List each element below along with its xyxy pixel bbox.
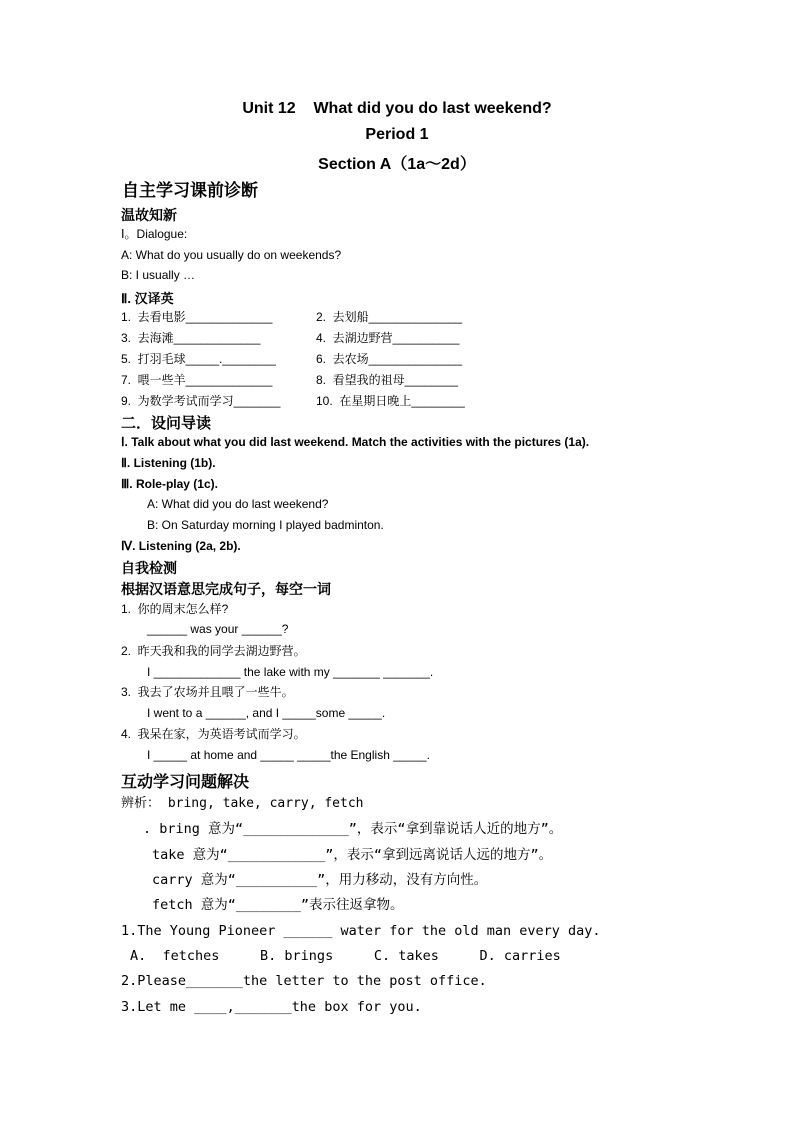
translate-item: 4. 去湖边野营__________ xyxy=(316,331,460,345)
question-en: I _____ at home and _____ _____the English _____. xyxy=(147,748,430,762)
self-check-heading: 自我检测 xyxy=(121,560,177,576)
translate-item: 1. 去看电影_____________ xyxy=(121,310,273,324)
exercise-question-1: 1.The Young Pioneer ______ water for the old man every day. xyxy=(121,923,601,939)
translate-item: 8. 看望我的祖母________ xyxy=(316,373,459,387)
analysis-title: 辨析： bring, take, carry, fetch xyxy=(121,796,364,811)
self-study-heading: 自主学习课前诊断 xyxy=(122,181,258,200)
roleplay-line-a: A: What did you do last weekend? xyxy=(147,497,329,511)
dialogue-line-a: A: What do you usually do on weekends? xyxy=(121,248,342,262)
translate-item: 7. 喂一些羊_____________ xyxy=(121,373,273,387)
self-check-instruction: 根据汉语意思完成句子，每空一词 xyxy=(121,581,331,597)
guided-item: Ⅰ. Talk about what you did last weekend. Match the activities with the pictures (1a). xyxy=(121,435,590,449)
period-title: Period 1 xyxy=(365,126,429,143)
dialogue-label: Ⅰ。Dialogue: xyxy=(121,227,188,241)
question-en: I _____________ the lake with my _______ _______. xyxy=(147,665,434,679)
roleplay-line-b: B: On Saturday morning I played badminton. xyxy=(147,518,384,532)
question-cn: 3. 我去了农场并且喂了一些牛。 xyxy=(121,685,294,699)
definition-carry: carry 意为“__________”，用力移动，没有方向性。 xyxy=(152,872,488,888)
exercise-question-1-options: A. fetches B. brings C. takes D. carries xyxy=(130,948,561,964)
definition-bring: . bring 意为“_____________”，表示“拿到靠说话人近的地方”。 xyxy=(143,821,563,837)
translate-item: 6. 去农场______________ xyxy=(316,352,463,366)
question-cn: 1. 你的周末怎么样? xyxy=(121,602,229,616)
guided-item: Ⅱ. Listening (1b). xyxy=(121,456,216,470)
section-title: Section A（1a～2d） xyxy=(318,156,476,173)
translate-item: 5. 打羽毛球_____.________ xyxy=(121,352,276,366)
question-cn: 4. 我呆在家，为英语考试而学习。 xyxy=(121,727,306,741)
question-cn: 2. 昨天我和我的同学去湖边野营。 xyxy=(121,644,306,658)
definition-take: take 意为“____________”，表示“拿到远离说话人远的地方”。 xyxy=(152,847,553,863)
unit-title: Unit 12 What did you do last weekend? xyxy=(242,100,552,117)
translate-heading: Ⅱ. 汉译英 xyxy=(121,291,174,306)
translate-item: 2. 去划船______________ xyxy=(316,310,463,324)
translate-item: 3. 去海滩_____________ xyxy=(121,331,261,345)
guided-item: Ⅲ. Role-play (1c). xyxy=(121,477,218,491)
exercise-question-2: 2.Please_______the letter to the post office. xyxy=(121,973,487,989)
exercise-question-3: 3.Let me ____,_______the box for you. xyxy=(121,999,422,1015)
translate-item: 10. 在星期日晚上________ xyxy=(316,394,465,408)
guided-item: Ⅳ. Listening (2a, 2b). xyxy=(121,539,241,553)
review-heading: 温故知新 xyxy=(121,207,177,223)
question-en: ______ was your ______? xyxy=(147,622,289,636)
interactive-heading: 互动学习问题解决 xyxy=(121,774,250,791)
translate-item: 9. 为数学考试而学习_______ xyxy=(121,394,281,408)
definition-fetch: fetch 意为“________”表示往返拿物。 xyxy=(152,897,404,913)
question-en: I went to a ______, and I _____some _____. xyxy=(147,706,386,720)
guided-reading-heading: 二．设问导读 xyxy=(121,415,212,432)
dialogue-line-b: B: I usually … xyxy=(121,268,196,282)
